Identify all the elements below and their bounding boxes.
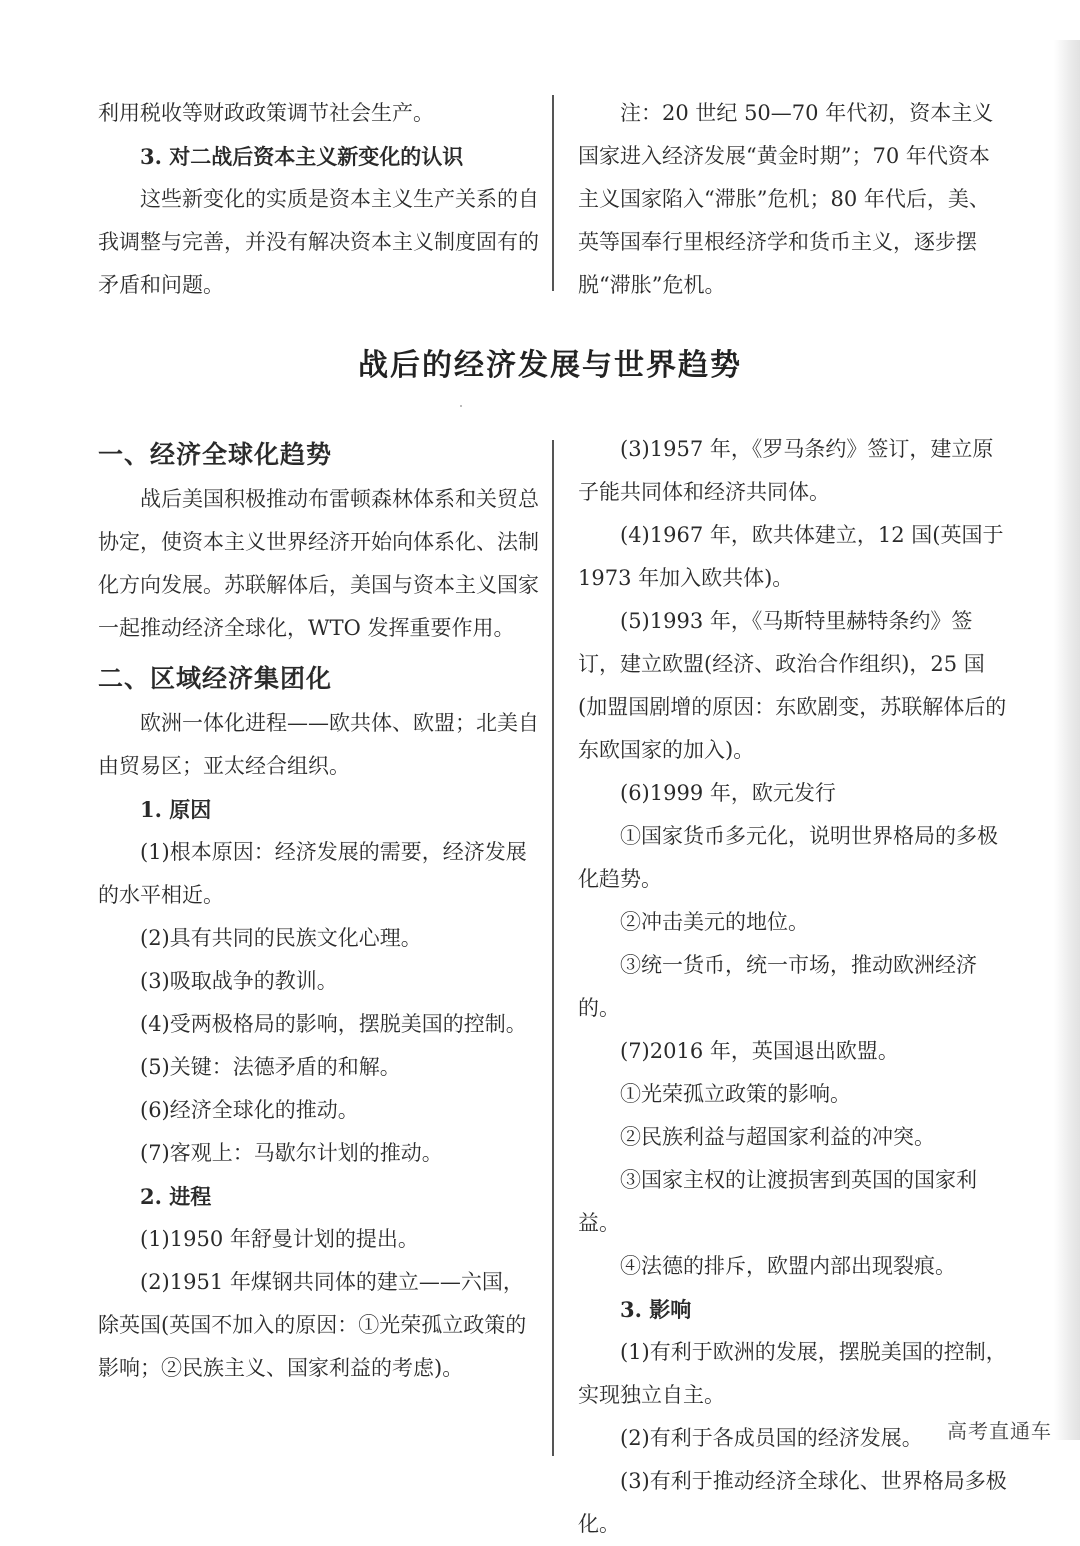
top-column-divider xyxy=(552,95,554,291)
paragraph: 利用税收等财政政策调节社会生产。 xyxy=(98,101,434,125)
paragraph: 这些新变化的实质是资本主义生产关系的自我调整与完善，并没有解决资本主义制度固有的矛盾和问题。 xyxy=(98,187,539,297)
paragraph: ②民族利益与超国家利益的冲突。 xyxy=(620,1125,935,1149)
paragraph: (7)2016 年，英国退出欧盟。 xyxy=(620,1039,899,1063)
paragraph: (5)1993 年，《马斯特里赫特条约》签订，建立欧盟(经济、政治合作组织)，25 国(加盟国剧增的原因：东欧剧变，苏联解体后的东欧国家的加入)。 xyxy=(578,609,1007,762)
paragraph: (4)受两极格局的影响，摆脱美国的控制。 xyxy=(140,1012,527,1036)
subheading: 2. 进程 xyxy=(140,1184,212,1209)
section-heading: 二、区域经济集团化 xyxy=(98,664,333,693)
paragraph: (3)1957 年，《罗马条约》签订，建立原子能共同体和经济共同体。 xyxy=(578,437,994,504)
main-right-column xyxy=(578,428,1010,1546)
paragraph: (2)具有共同的民族文化心理。 xyxy=(140,926,422,950)
paragraph: (7)客观上：马歇尔计划的推动。 xyxy=(140,1141,443,1165)
section-heading: 一、经济全球化趋势 xyxy=(98,440,333,469)
paragraph: ③统一货币，统一市场，推动欧洲经济的。 xyxy=(578,953,977,1020)
paragraph: (6)经济全球化的推动。 xyxy=(140,1098,359,1122)
paragraph: (2)有利于各成员国的经济发展。 xyxy=(620,1426,923,1450)
paragraph: (6)1999 年，欧元发行 xyxy=(620,781,836,805)
paragraph: (1)1950 年舒曼计划的提出。 xyxy=(140,1227,419,1251)
scan-speck xyxy=(460,405,462,407)
paragraph: (3)有利于推动经济全球化、世界格局多极化。 xyxy=(578,1469,1007,1536)
subheading: 1. 原因 xyxy=(140,797,212,822)
paragraph: ②冲击美元的地位。 xyxy=(620,910,809,934)
page-edge-shadow xyxy=(1054,40,1080,1440)
watermark-text: 高考直通车 xyxy=(947,1419,1052,1443)
paragraph: (1)有利于欧洲的发展，摆脱美国的控制，实现独立自主。 xyxy=(578,1340,1007,1407)
paragraph: 战后美国积极推动布雷顿森林体系和关贸总协定，使资本主义世界经济开始向体系化、法制化方向发展。苏联解体后，美国与资本主义国家一起推动经济全球化，WTO 发挥重要作用。 xyxy=(98,487,539,640)
main-column-divider xyxy=(552,440,554,1456)
paragraph: 注：20 世纪 50—70 年代初，资本主义国家进入经济发展“黄金时期”；70 年代资本主义国家陷入“滞胀”危机；80 年代后，美、英等国奉行里根经济学和货币主义，逐步摆脱“滞胀”危机。 xyxy=(578,101,994,297)
subheading: 3. 影响 xyxy=(620,1297,692,1322)
paragraph: (2)1951 年煤钢共同体的建立——六国，除英国(英国不加入的原因：①光荣孤立政策的影响；②民族主义、国家利益的考虑)。 xyxy=(98,1270,527,1380)
paragraph: (1)根本原因：经济发展的需要，经济发展的水平相近。 xyxy=(98,840,527,907)
paragraph: (4)1967 年，欧共体建立，12 国(英国于 1973 年加入欧共体)。 xyxy=(578,523,1004,590)
section-title: 战后的经济发展与世界趋势 xyxy=(358,348,742,383)
paragraph: ①国家货币多元化，说明世界格局的多极化趋势。 xyxy=(578,824,998,891)
paragraph: (3)吸取战争的教训。 xyxy=(140,969,338,993)
paragraph: ④法德的排斥，欧盟内部出现裂痕。 xyxy=(620,1254,956,1278)
top-left-column xyxy=(98,92,540,307)
subheading: 3. 对二战后资本主义新变化的认识 xyxy=(140,144,464,169)
paragraph: ①光荣孤立政策的影响。 xyxy=(620,1082,851,1106)
top-right-column xyxy=(578,92,1010,307)
paragraph: (5)关键：法德矛盾的和解。 xyxy=(140,1055,401,1079)
main-left-column xyxy=(98,432,540,1390)
paragraph: 欧洲一体化进程——欧共体、欧盟；北美自由贸易区；亚太经合组织。 xyxy=(98,711,539,778)
paragraph: ③国家主权的让渡损害到英国的国家利益。 xyxy=(578,1168,977,1235)
